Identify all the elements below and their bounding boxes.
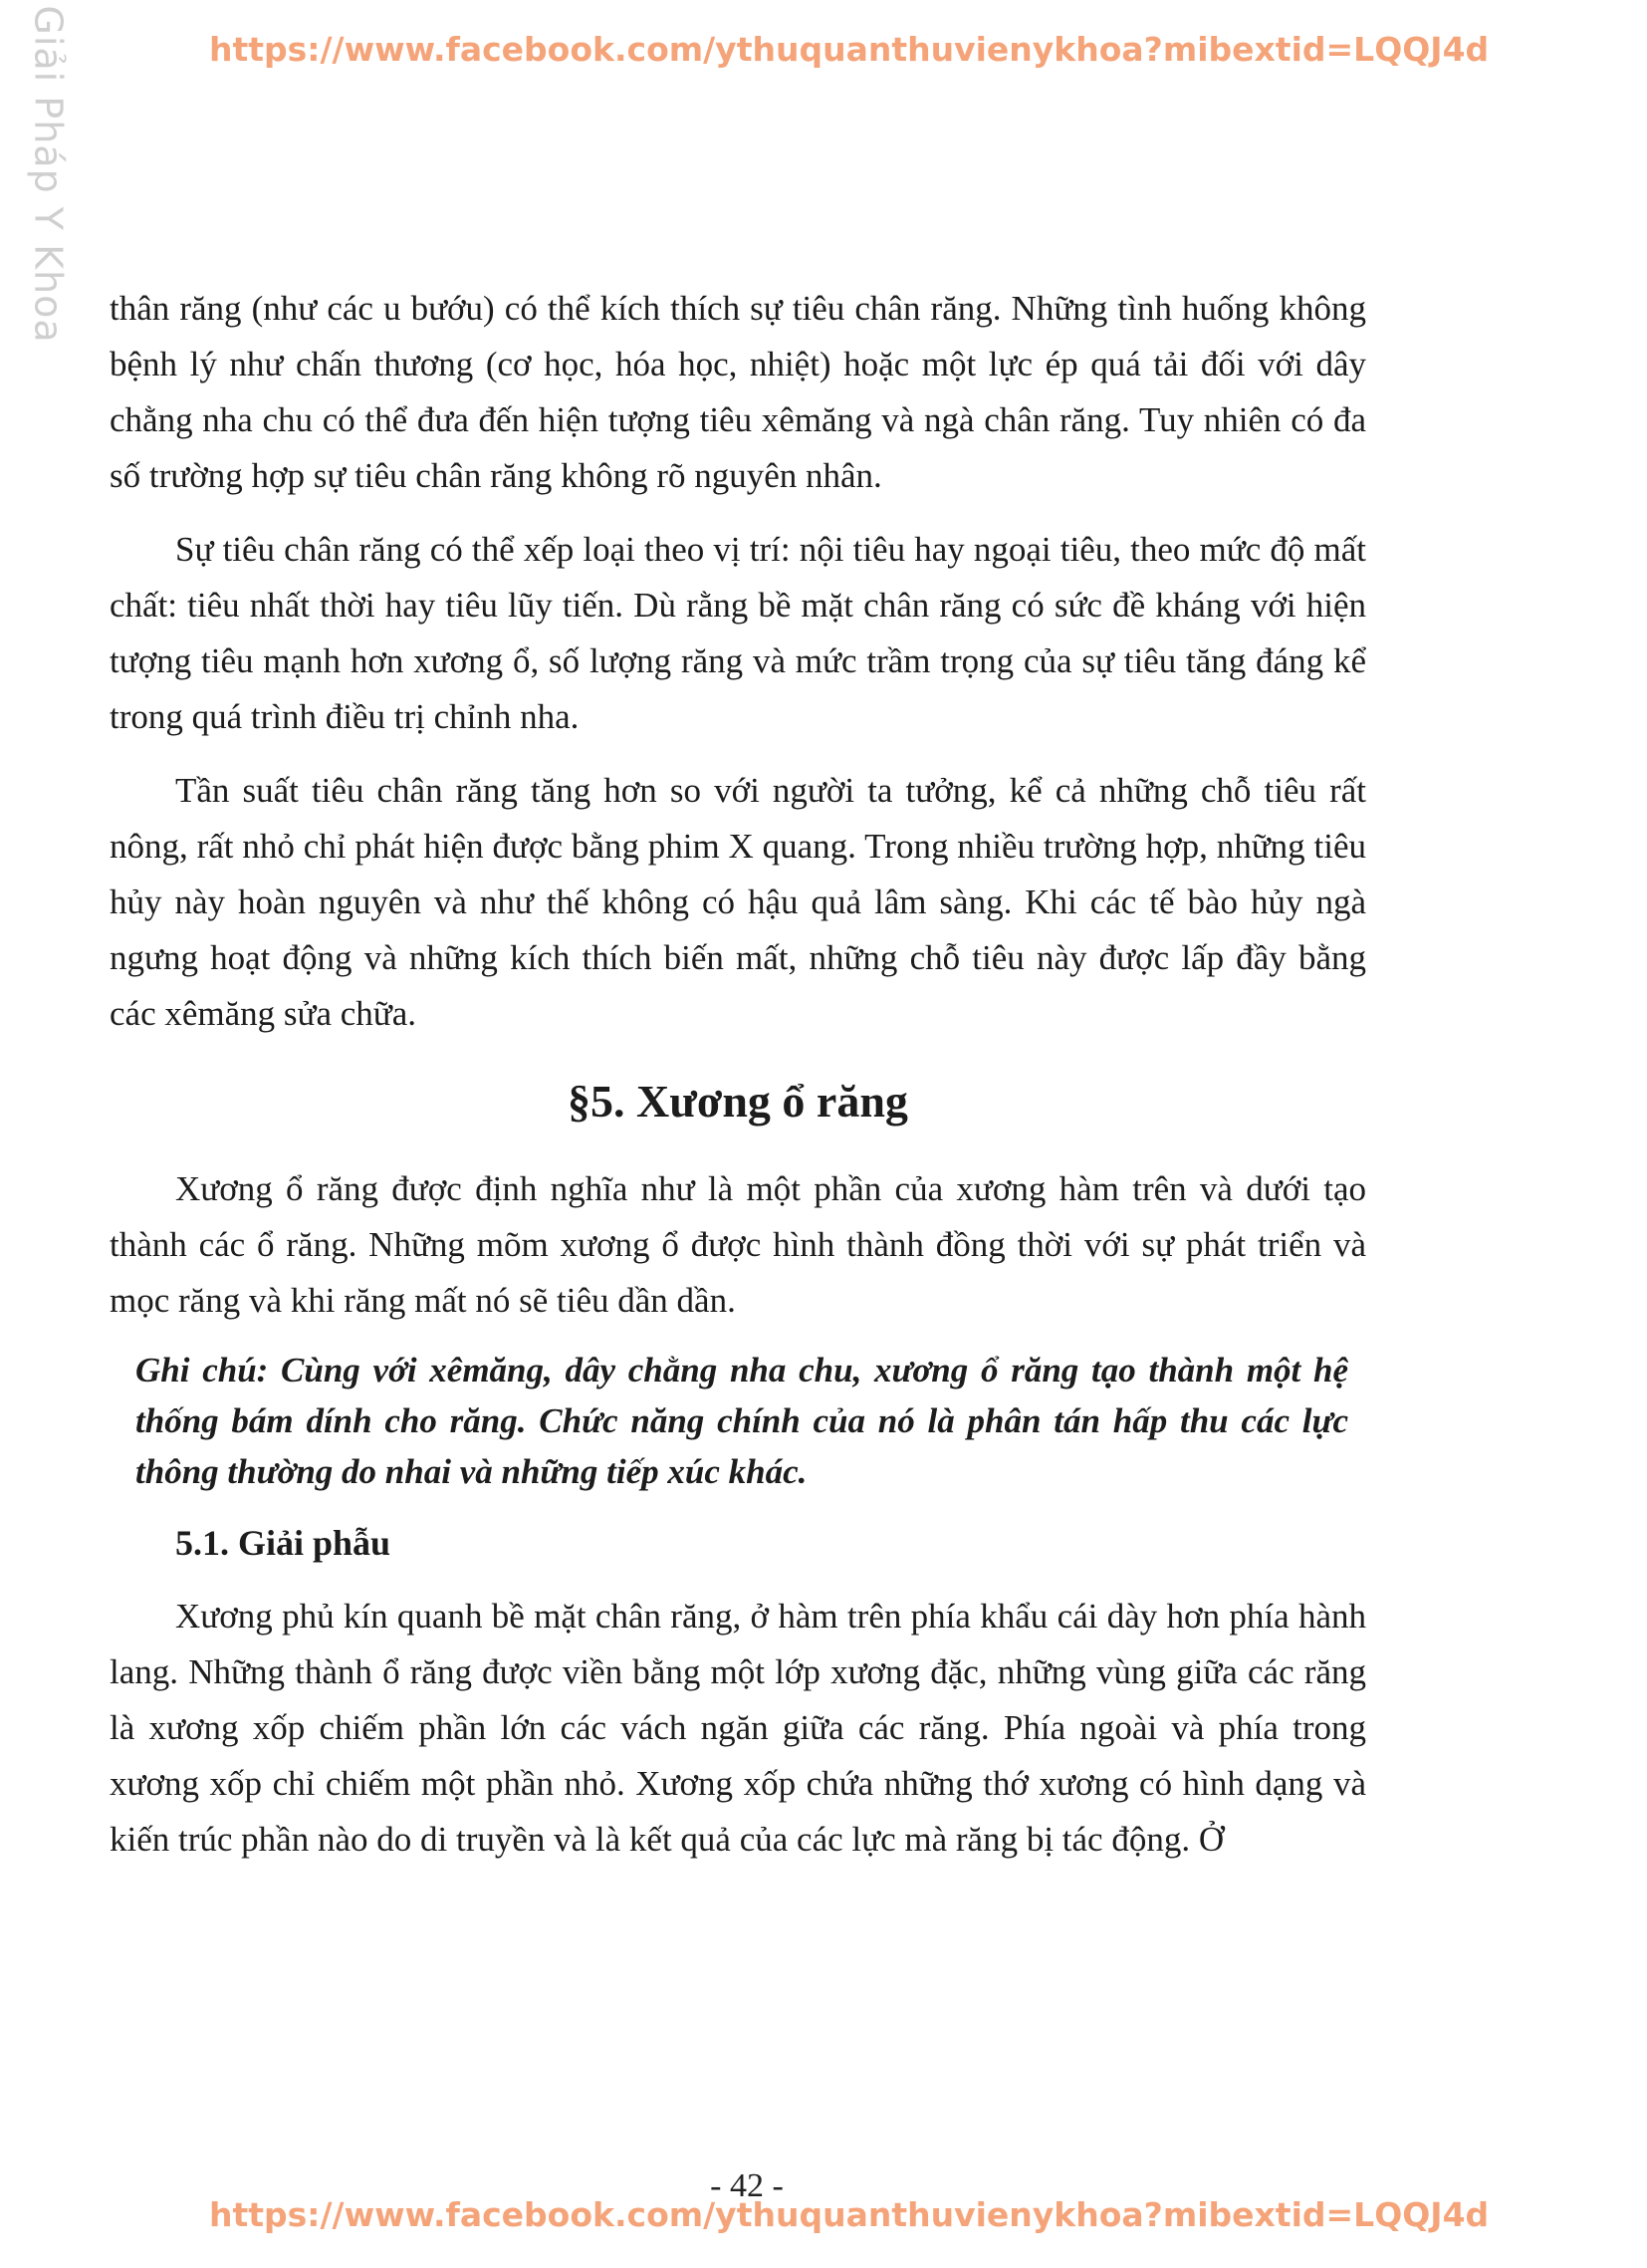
page-content bbox=[110, 281, 1366, 1868]
paragraph-1: thân răng (như các u bướu) có thể kích thích sự tiêu chân răng. Những tình huống không bệnh lý như chấn thương (cơ học, hóa học, nhiệt) hoặc một lực ép quá tải đối với dây chằng nha chu có thể đưa đến hiện tượng tiêu xêmăng và ngà chân răng. Tuy nhiên có đa số trường hợp sự tiêu chân răng không rõ nguyên nhân. bbox=[110, 289, 1366, 495]
subsection-title: 5.1. Giải phẫu bbox=[175, 1523, 391, 1563]
paragraph-4: Xương ổ răng được định nghĩa như là một phần của xương hàm trên và dưới tạo thành các ổ răng. Những mõm xương ổ được hình thành đồng thời với sự phát triển và mọc răng và khi răng mất nó sẽ tiêu dần dần. bbox=[110, 1169, 1366, 1320]
watermark-url-bottom[interactable]: https://www.facebook.com/ythuquanthuvienykhoa?mibextid=LQQJ4d bbox=[209, 2195, 1490, 2234]
paragraph-2: Sự tiêu chân răng có thể xếp loại theo vị trí: nội tiêu hay ngoại tiêu, theo mức độ mất chất: tiêu nhất thời hay tiêu lũy tiến. Dù rằng bề mặt chân răng có sức đề kháng với hiện tượng tiêu mạnh hơn xương ổ, số lượng răng và mức trầm trọng của sự tiêu tăng đáng kể trong quá trình điều trị chỉnh nha. bbox=[110, 530, 1366, 736]
note-block: Ghi chú: Cùng với xêmăng, dây chằng nha chu, xương ổ răng tạo thành một hệ thống bám dính cho răng. Chức năng chính của nó là phân tán hấp thu các lực thông thường do nhai và những tiếp xúc khác. bbox=[135, 1351, 1348, 1491]
section-title: §5. Xương ổ răng bbox=[568, 1076, 908, 1127]
side-watermark-text: Giải Pháp Y Khoa bbox=[27, 5, 71, 344]
watermark-url-top[interactable]: https://www.facebook.com/ythuquanthuvienykhoa?mibextid=LQQJ4d bbox=[209, 30, 1490, 69]
paragraph-5: Xương phủ kín quanh bề mặt chân răng, ở hàm trên phía khẩu cái dày hơn phía hành lang. Những thành ổ răng được viền bằng một lớp xương đặc, những vùng giữa các răng là xương xốp chiếm phần lớn các vách ngăn giữa các răng. Phía ngoài và phía trong xương xốp chỉ chiếm một phần nhỏ. Xương xốp chứa những thớ xương có hình dạng và kiến trúc phần nào do di truyền và là kết quả của các lực mà răng bị tác động. Ở bbox=[110, 1597, 1366, 1859]
paragraph-3: Tần suất tiêu chân răng tăng hơn so với người ta tưởng, kể cả những chỗ tiêu rất nông, rất nhỏ chỉ phát hiện được bằng phim X quang. Trong nhiều trường hợp, những tiêu hủy này hoàn nguyên và như thế không có hậu quả lâm sàng. Khi các tế bào hủy ngà ngưng hoạt động và những kích thích biến mất, những chỗ tiêu này được lấp đầy bằng các xêmăng sửa chữa. bbox=[110, 771, 1366, 1033]
side-watermark bbox=[18, 5, 80, 344]
page-number: - 42 - bbox=[710, 2167, 784, 2204]
